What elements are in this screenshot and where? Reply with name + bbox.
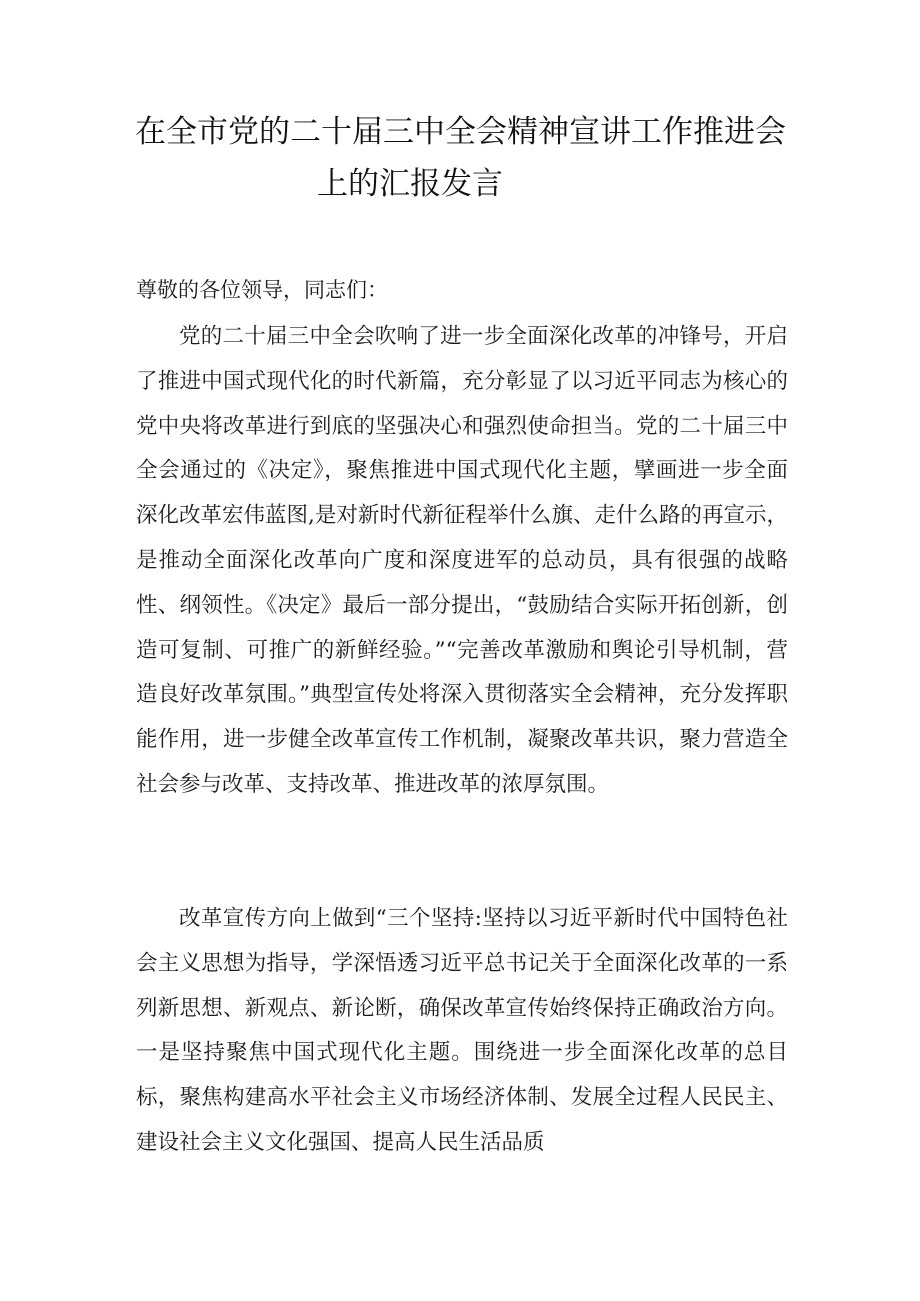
body-paragraph-2: 改革宣传方向上做到“三个坚持:坚持以习近平新时代中国特色社会主义思想为指导，学深悟透习近平总书记关于全面深化改革的一系列新思想、新观点、新论断，确保改革宣传始终保持正确政治方向。一是坚持聚焦中国式现代化主题。围绕进一步全面深化改革的总目标，聚焦构建高水平社会主义市场经济体制、发展全过程人民民主、建设社会主义文化强国、提高人民生活品质	[136, 906, 788, 1155]
document-title-line-1: 在全市党的二十届三中全会精神宣讲工作推进会	[135, 114, 786, 150]
document-title-line-2: 上的汇报发言	[317, 166, 503, 202]
document-title	[120, 106, 800, 210]
salutation: 尊敬的各位领导，同志们：	[136, 278, 388, 302]
body-paragraph-1: 党的二十届三中全会吹响了进一步全面深化改革的冲锋号，开启了推进中国式现代化的时代新篇，充分彰显了以习近平同志为核心的党中央将改革进行到底的坚强决心和强烈使命担当。党的二十届三中全会通过的《决定》，聚焦推进中国式现代化主题，擘画进一步全面深化改革宏伟蓝图,是对新时代新征程举什么旗、走什么路的再宣示，是推动全面深化改革向广度和深度进军的总动员，具有很强的战略性、纲领性。《决定》最后一部分提出，“鼓励结合实际开拓创新，创造可复制、可推广的新鲜经验。”“完善改革激励和舆论引导机制，营造良好改革氛围。”典型宣传处将深入贯彻落实全会精神，充分发挥职能作用，进一步健全改革宣传工作机制，凝聚改革共识，聚力营造全社会参与改革、支持改革、推进改革的浓厚氛围。	[136, 324, 788, 797]
